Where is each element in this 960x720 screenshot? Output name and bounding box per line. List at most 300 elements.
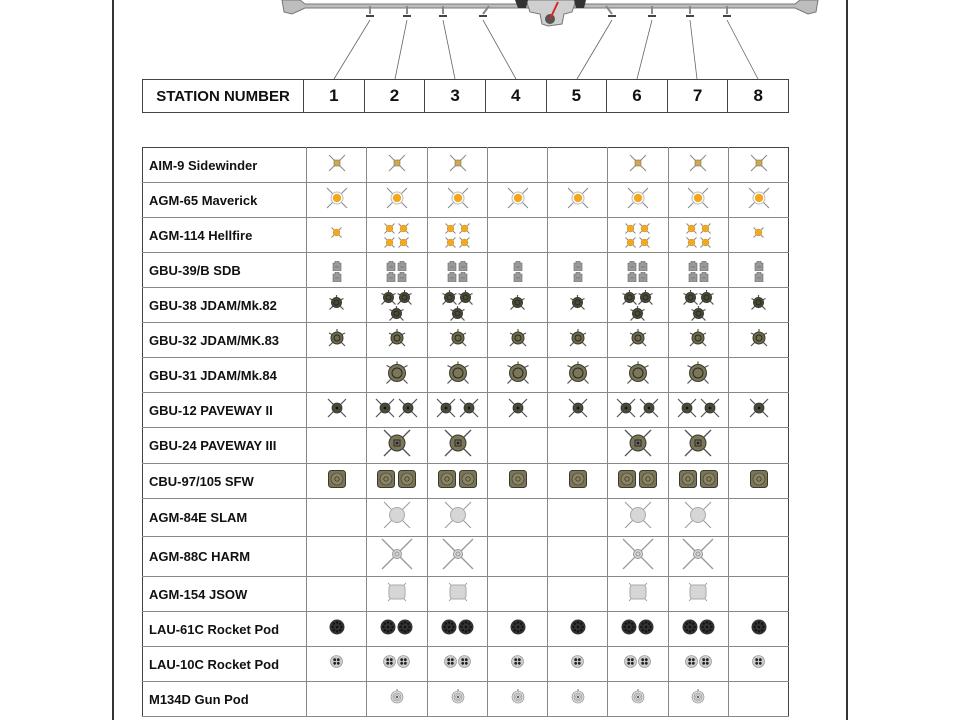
station-2-cell <box>367 428 428 464</box>
weapon-icon-group <box>379 537 414 571</box>
weapon-icon-group <box>383 579 410 605</box>
lau61-weapon-icon <box>380 619 396 635</box>
jsow-weapon-icon <box>384 579 410 605</box>
station-3-cell <box>427 577 488 612</box>
jdam84-weapon-icon <box>566 361 590 385</box>
lau61-weapon-icon <box>510 619 526 635</box>
weapon-icon-group <box>442 290 474 321</box>
station-6-cell <box>608 428 669 464</box>
sfw-weapon-icon <box>508 469 528 489</box>
station-1-cell <box>307 253 367 288</box>
sidewinder-weapon-icon <box>326 152 348 174</box>
station-8-cell <box>729 647 789 682</box>
weapon-icon-group <box>684 222 712 249</box>
maverick-weapon-icon <box>325 186 349 210</box>
station-1-cell <box>307 499 367 537</box>
weapon-icon-group <box>565 186 590 210</box>
weapon-icon-group <box>435 397 481 419</box>
weapon-row <box>143 393 789 428</box>
weapon-icon-group <box>621 499 654 531</box>
weapon-icon-group <box>387 329 406 347</box>
station-3-cell <box>427 393 488 428</box>
weapon-icon-group <box>449 689 466 705</box>
lau10-weapon-icon <box>638 655 651 668</box>
station-6-cell <box>608 647 669 682</box>
station-7-cell <box>668 682 729 717</box>
weapon-icon-group <box>687 152 710 174</box>
lau10-weapon-icon <box>511 655 524 668</box>
weapon-name: AGM-65 Maverick <box>143 183 307 218</box>
lau61-weapon-icon <box>638 619 654 635</box>
maverick-weapon-icon <box>566 186 590 210</box>
jsow-weapon-icon <box>445 579 471 605</box>
station-number-8: 8 <box>728 80 789 113</box>
weapon-icon-group <box>617 469 659 489</box>
jdam82-weapon-icon <box>450 306 465 321</box>
sdb-weapon-icon <box>332 261 342 271</box>
weapon-icon-group <box>325 397 348 419</box>
weapon-icon-group <box>444 222 472 249</box>
weapon-icon-group <box>381 290 413 321</box>
sdb-weapon-icon <box>627 272 637 282</box>
weapon-icon-group <box>509 619 526 635</box>
gunpod-weapon-icon <box>450 689 466 705</box>
gunpod-weapon-icon <box>389 689 405 705</box>
station-6-cell <box>608 253 669 288</box>
weapon-icon-group <box>690 689 707 705</box>
station-4-cell <box>488 253 548 288</box>
station-8-cell <box>729 612 789 647</box>
jdam82-weapon-icon <box>683 290 698 305</box>
station-8-cell <box>729 288 789 323</box>
station-7-cell <box>668 358 729 393</box>
weapon-icon-group <box>441 499 474 531</box>
weapon-row <box>143 183 789 218</box>
jdam82-weapon-icon <box>458 290 473 305</box>
station-1-cell <box>307 393 367 428</box>
weapon-icon-group <box>753 261 764 282</box>
weapon-name: GBU-32 JDAM/MK.83 <box>143 323 307 358</box>
hellfire-weapon-icon <box>383 236 396 249</box>
paveway2-weapon-icon <box>567 397 589 419</box>
sfw-weapon-icon <box>327 469 347 489</box>
weapon-icon-group <box>624 655 652 668</box>
weapon-icon-group <box>446 152 469 174</box>
station-8-cell <box>729 464 789 499</box>
station-8-cell <box>729 577 789 612</box>
station-6-cell <box>608 537 669 577</box>
sfw-weapon-icon <box>458 469 478 489</box>
jdam84-weapon-icon <box>686 361 710 385</box>
sdb-weapon-icon <box>754 272 764 282</box>
sdb-weapon-icon <box>332 272 342 282</box>
harm-weapon-icon <box>621 537 655 571</box>
station-8-cell <box>729 499 789 537</box>
weapon-icon-group <box>626 152 649 174</box>
weapon-name: GBU-39/B SDB <box>143 253 307 288</box>
station-7-cell <box>668 537 729 577</box>
jdam83-weapon-icon <box>569 329 587 347</box>
weapon-icon-group <box>615 397 661 419</box>
jdam84-weapon-icon <box>506 361 530 385</box>
jdam82-weapon-icon <box>691 306 706 321</box>
jdam82-weapon-icon <box>381 290 396 305</box>
weapon-icon-group <box>566 397 589 419</box>
weapon-icon-group <box>512 261 523 282</box>
hellfire-weapon-icon <box>624 236 637 249</box>
station-8-cell <box>729 323 789 358</box>
leader-line-4 <box>483 20 516 79</box>
weapon-icon-group <box>444 579 471 605</box>
station-4-cell <box>488 682 548 717</box>
frame-border-left <box>112 0 114 720</box>
station-6-cell <box>608 464 669 499</box>
sfw-weapon-icon <box>376 469 396 489</box>
station-1-cell <box>307 148 367 183</box>
weapon-icon-group <box>624 222 652 249</box>
sfw-weapon-icon <box>437 469 457 489</box>
leader-line-7 <box>690 20 697 79</box>
sidewinder-weapon-icon <box>687 152 709 174</box>
weapon-row <box>143 612 789 647</box>
hellfire-weapon-icon <box>444 222 457 235</box>
station-6-cell <box>608 499 669 537</box>
weapon-icon-group <box>629 689 646 705</box>
station-5-cell <box>548 183 608 218</box>
weapon-icon-group <box>567 469 588 489</box>
station-2-cell <box>367 393 428 428</box>
sfw-weapon-icon <box>568 469 588 489</box>
station-4-cell <box>488 358 548 393</box>
station-8-cell <box>729 428 789 464</box>
weapon-name: AGM-88C HARM <box>143 537 307 577</box>
paveway3-weapon-icon <box>623 428 653 458</box>
slam-weapon-icon <box>622 499 654 531</box>
station-2-cell <box>367 612 428 647</box>
weapon-icon-group <box>565 361 590 385</box>
hellfire-weapon-icon <box>699 236 712 249</box>
weapon-icon-group <box>442 428 473 458</box>
station-7-cell <box>668 577 729 612</box>
station-7-cell <box>668 647 729 682</box>
hellfire-weapon-icon <box>330 226 343 239</box>
weapon-icon-group <box>374 397 420 419</box>
station-4-cell <box>488 148 548 183</box>
sdb-weapon-icon <box>627 261 637 271</box>
hellfire-weapon-icon <box>397 222 410 235</box>
weapon-icon-group <box>383 655 411 668</box>
weapon-icon-group <box>507 469 528 489</box>
maverick-weapon-icon <box>626 186 650 210</box>
lau10-weapon-icon <box>624 655 637 668</box>
weapon-icon-group <box>682 499 715 531</box>
weapon-name: CBU-97/105 SFW <box>143 464 307 499</box>
weapon-icon-group <box>569 619 586 635</box>
station-8-cell <box>729 393 789 428</box>
station-2-cell <box>367 647 428 682</box>
paveway2-weapon-icon <box>397 397 419 419</box>
lau61-weapon-icon <box>682 619 698 635</box>
weapon-icon-group <box>510 295 526 310</box>
weapon-icon-group <box>750 619 767 635</box>
lau10-weapon-icon <box>397 655 410 668</box>
weapon-icon-group <box>686 361 711 385</box>
station-5-cell <box>548 428 608 464</box>
sdb-weapon-icon <box>754 261 764 271</box>
weapon-name: LAU-10C Rocket Pod <box>143 647 307 682</box>
station-4-cell <box>488 464 548 499</box>
station-3-cell <box>427 183 488 218</box>
station-2-cell <box>367 358 428 393</box>
sidewinder-weapon-icon <box>386 152 408 174</box>
paveway2-weapon-icon <box>435 397 457 419</box>
weapon-icon-group <box>326 469 347 489</box>
sdb-weapon-icon <box>638 272 648 282</box>
station-3-cell <box>427 647 488 682</box>
weapon-icon-group <box>440 537 475 571</box>
weapon-icon-group <box>505 361 530 385</box>
station-6-cell <box>608 393 669 428</box>
station-6-cell <box>608 612 669 647</box>
lau10-weapon-icon <box>444 655 457 668</box>
sfw-weapon-icon <box>638 469 658 489</box>
weapon-icon-group <box>687 261 709 282</box>
hellfire-weapon-icon <box>685 222 698 235</box>
weapon-icon-group <box>681 619 715 635</box>
station-5-cell <box>548 647 608 682</box>
station-number-2: 2 <box>364 80 425 113</box>
jdam82-weapon-icon <box>699 290 714 305</box>
station-7-cell <box>668 183 729 218</box>
sdb-weapon-icon <box>447 261 457 271</box>
weapon-icon-group <box>384 186 409 210</box>
jdam84-weapon-icon <box>446 361 470 385</box>
weapon-icon-group <box>509 689 526 705</box>
station-7-cell <box>668 612 729 647</box>
sdb-weapon-icon <box>638 261 648 271</box>
sfw-weapon-icon <box>699 469 719 489</box>
station-6-cell <box>608 358 669 393</box>
lau10-weapon-icon <box>458 655 471 668</box>
sdb-weapon-icon <box>397 261 407 271</box>
weapon-icon-group <box>437 469 479 489</box>
station-1-cell <box>307 428 367 464</box>
weapon-icon-group <box>447 261 469 282</box>
weapon-icon-group <box>380 619 414 635</box>
station-1-cell <box>307 682 367 717</box>
hellfire-weapon-icon <box>638 236 651 249</box>
station-7-cell <box>668 499 729 537</box>
station-3-cell <box>427 612 488 647</box>
sdb-weapon-icon <box>458 261 468 271</box>
harm-weapon-icon <box>441 537 475 571</box>
station-4-cell <box>488 537 548 577</box>
weapon-icon-group <box>625 361 650 385</box>
harm-weapon-icon <box>380 537 414 571</box>
weapon-row <box>143 499 789 537</box>
station-5-cell <box>548 577 608 612</box>
station-6-cell <box>608 218 669 253</box>
weapon-name: AGM-114 Hellfire <box>143 218 307 253</box>
weapon-icon-group <box>445 361 470 385</box>
station-5-cell <box>548 253 608 288</box>
sidewinder-weapon-icon <box>627 152 649 174</box>
weapon-icon-group <box>622 290 654 321</box>
hellfire-weapon-icon <box>397 236 410 249</box>
lau61-weapon-icon <box>329 619 345 635</box>
lau61-weapon-icon <box>570 619 586 635</box>
paveway3-weapon-icon <box>443 428 473 458</box>
station-5-cell <box>548 218 608 253</box>
jdam82-weapon-icon <box>397 290 412 305</box>
station-2-cell <box>367 682 428 717</box>
weapon-icon-group <box>572 261 583 282</box>
lau10-weapon-icon <box>330 655 343 668</box>
weapon-icon-group <box>508 329 527 347</box>
weapon-name: GBU-38 JDAM/Mk.82 <box>143 288 307 323</box>
paveway2-weapon-icon <box>326 397 348 419</box>
weapon-icon-group <box>686 186 711 210</box>
hellfire-weapon-icon <box>699 222 712 235</box>
weapon-icon-group <box>330 655 344 668</box>
sdb-weapon-icon <box>458 272 468 282</box>
weapon-name: GBU-31 JDAM/Mk.84 <box>143 358 307 393</box>
lau61-weapon-icon <box>458 619 474 635</box>
weapon-icon-group <box>675 397 721 419</box>
jdam82-weapon-icon <box>751 295 766 310</box>
station-5-cell <box>548 682 608 717</box>
maverick-weapon-icon <box>446 186 470 210</box>
weapon-icon-group <box>444 655 472 668</box>
maverick-weapon-icon <box>686 186 710 210</box>
station-2-cell <box>367 499 428 537</box>
weapon-row <box>143 537 789 577</box>
weapon-row <box>143 323 789 358</box>
weapon-icon-group <box>324 186 349 210</box>
weapon-icon-group <box>325 152 348 174</box>
jdam82-weapon-icon <box>622 290 637 305</box>
weapon-icon-group <box>384 361 409 385</box>
jdam83-weapon-icon <box>750 329 768 347</box>
leader-line-5 <box>577 20 612 79</box>
station-5-cell <box>548 464 608 499</box>
station-number-4: 4 <box>485 80 546 113</box>
station-3-cell <box>427 682 488 717</box>
station-1-cell <box>307 577 367 612</box>
station-5-cell <box>548 288 608 323</box>
station-1-cell <box>307 647 367 682</box>
hellfire-weapon-icon <box>685 236 698 249</box>
weapon-icon-group <box>376 469 418 489</box>
jdam83-weapon-icon <box>388 329 406 347</box>
hellfire-weapon-icon <box>624 222 637 235</box>
station-1-cell <box>307 537 367 577</box>
paveway2-weapon-icon <box>458 397 480 419</box>
station-8-cell <box>729 537 789 577</box>
jdam82-weapon-icon <box>570 295 585 310</box>
paveway2-weapon-icon <box>748 397 770 419</box>
station-4-cell <box>488 218 548 253</box>
slam-weapon-icon <box>381 499 413 531</box>
sfw-weapon-icon <box>617 469 637 489</box>
leader-line-2 <box>395 20 407 79</box>
station-7-cell <box>668 428 729 464</box>
gunpod-weapon-icon <box>630 689 646 705</box>
station-3-cell <box>427 499 488 537</box>
weapon-icon-group <box>628 329 647 347</box>
slam-weapon-icon <box>682 499 714 531</box>
weapon-row <box>143 577 789 612</box>
aircraft-front-view <box>0 0 960 80</box>
station-4-cell <box>488 288 548 323</box>
weapon-icon-group <box>328 619 345 635</box>
weapon-icon-group <box>386 261 408 282</box>
weapon-icon-group <box>752 226 766 239</box>
paveway2-weapon-icon <box>676 397 698 419</box>
weapon-row <box>143 148 789 183</box>
jdam82-weapon-icon <box>329 295 344 310</box>
weapon-icon-group <box>748 469 769 489</box>
station-7-cell <box>668 253 729 288</box>
station-3-cell <box>427 253 488 288</box>
weapon-icon-group <box>445 186 470 210</box>
weapon-icon-group <box>570 295 586 310</box>
jdam82-weapon-icon <box>389 306 404 321</box>
station-number-5: 5 <box>546 80 607 113</box>
weapon-icon-group <box>327 329 346 347</box>
weapon-icon-group <box>681 537 716 571</box>
lau61-weapon-icon <box>441 619 457 635</box>
lau61-weapon-icon <box>751 619 767 635</box>
paveway3-weapon-icon <box>382 428 412 458</box>
weapon-icon-group <box>505 186 530 210</box>
weapon-icon-group <box>568 329 587 347</box>
station-3-cell <box>427 358 488 393</box>
jdam82-weapon-icon <box>510 295 525 310</box>
sdb-weapon-icon <box>573 261 583 271</box>
maverick-weapon-icon <box>747 186 771 210</box>
weapon-row <box>143 682 789 717</box>
station-1-cell <box>307 218 367 253</box>
weapon-name: GBU-12 PAVEWAY II <box>143 393 307 428</box>
weapon-icon-group <box>381 428 412 458</box>
station-1-cell <box>307 183 367 218</box>
jdam83-weapon-icon <box>509 329 527 347</box>
station-4-cell <box>488 647 548 682</box>
paveway3-weapon-icon <box>683 428 713 458</box>
paveway2-weapon-icon <box>699 397 721 419</box>
hellfire-weapon-icon <box>638 222 651 235</box>
aircraft-fuselage <box>515 0 586 26</box>
station-8-cell <box>729 218 789 253</box>
weapon-name: LAU-61C Rocket Pod <box>143 612 307 647</box>
weapon-loadout-table <box>142 147 789 717</box>
station-1-cell <box>307 464 367 499</box>
station-1-cell <box>307 323 367 358</box>
station-number-3: 3 <box>425 80 486 113</box>
weapon-name: AGM-154 JSOW <box>143 577 307 612</box>
sfw-weapon-icon <box>749 469 769 489</box>
station-8-cell <box>729 682 789 717</box>
sidewinder-weapon-icon <box>748 152 770 174</box>
maverick-weapon-icon <box>506 186 530 210</box>
weapon-icon-group <box>388 689 405 705</box>
weapon-icon-group <box>752 655 766 668</box>
weapon-icon-group <box>571 655 585 668</box>
jsow-weapon-icon <box>625 579 651 605</box>
jdam83-weapon-icon <box>449 329 467 347</box>
weapon-icon-group <box>624 579 651 605</box>
